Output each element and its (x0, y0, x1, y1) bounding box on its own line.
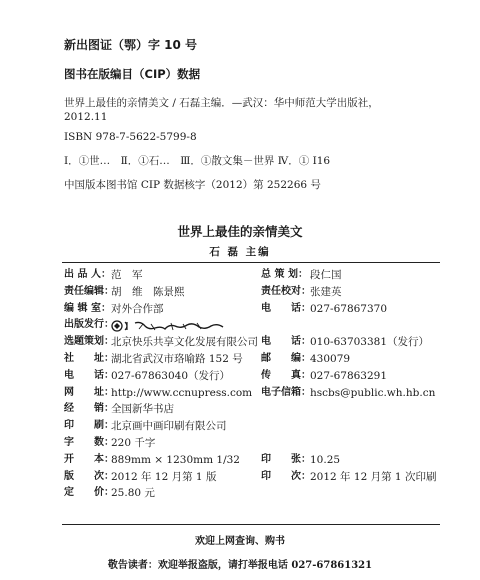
row-label: 责任校对： (261, 285, 311, 297)
row-value: 对外合作部 (111, 302, 164, 315)
row-label: 印 次： (261, 470, 311, 482)
row-label: 编 辑 室： (64, 302, 111, 314)
row-value: 北京快乐共享文化发展有限公司 (111, 336, 258, 349)
detail-row (64, 435, 444, 452)
row-label: 选题策划： (64, 336, 114, 348)
divider-bottom (62, 524, 440, 525)
classification: Ⅰ．①世… Ⅱ．①石… Ⅲ．①散文集－世界 Ⅳ．① I16 (64, 155, 331, 167)
cip-verification: 中国版本图书馆 CIP 数据核字（2012）第 252266 号 (64, 179, 321, 191)
detail-row (64, 351, 444, 368)
row-label: 邮 编： (261, 352, 311, 364)
row-value: 2012 年 12 月第 1 版 (111, 470, 217, 483)
row-value: 027-67863291 (310, 369, 388, 382)
row-label: 电 话： (64, 369, 114, 381)
row-value: 北京画中画印刷有限公司 (111, 420, 227, 433)
row-label: 定 价： (64, 487, 114, 499)
detail-row (64, 418, 444, 435)
divider-top (62, 262, 440, 263)
row-label: 电 话： (261, 302, 311, 314)
row-label: 印 张： (261, 453, 311, 465)
detail-row (64, 301, 444, 318)
row-value: 027-67867370 (310, 302, 388, 315)
detail-row (64, 401, 444, 418)
row-label: 总 策 划： (261, 269, 308, 280)
row-value: 胡 维 陈景熙 (111, 285, 185, 298)
detail-row (64, 368, 444, 385)
row-label: 开 本： (64, 453, 114, 465)
cip-heading: 图书在版编目（CIP）数据 (64, 67, 201, 81)
row-label: 社 址： (64, 352, 114, 364)
row-label: 经 销： (64, 403, 114, 415)
row-value: 220 千字 (111, 436, 156, 449)
row-label: 责任编辑： (64, 285, 114, 297)
row-value: 全国新华书店 (111, 403, 174, 416)
row-value: 027-67863040（发行） (111, 369, 231, 382)
publication-details (64, 267, 444, 502)
row-label: 电子信箱： (261, 386, 311, 398)
visit-notice: 欢迎上网查询、购书 (195, 536, 285, 547)
cip-entry-line1: 世界上最佳的亲情美文 / 石磊主编．—武汉：华中师范大学出版社， (64, 97, 379, 109)
price-value: 25.80 元 (111, 487, 155, 500)
row-label: 传 真： (261, 369, 311, 381)
row-value: 张建英 (310, 285, 342, 298)
row-value: 10.25 (310, 453, 341, 466)
detail-row (64, 317, 444, 334)
detail-row (64, 485, 444, 502)
detail-row (64, 452, 444, 469)
row-value: 湖北省武汉市珞喻路 152 号 (111, 352, 243, 365)
website-value: http://www.ccnupress.com (111, 386, 253, 399)
row-label: 网 址： (64, 386, 114, 398)
detail-row (64, 284, 444, 301)
license-line: 新出图证（鄂）字 10 号 (64, 38, 198, 52)
email-value: hscbs@public.wh.hb.cn (310, 386, 436, 399)
isbn: ISBN 978-7-5622-5799-8 (64, 131, 197, 143)
row-value: 范 军 (111, 269, 143, 281)
detail-row (64, 385, 444, 402)
detail-row (64, 469, 444, 486)
row-label: 电 话： (261, 336, 311, 348)
row-label: 印 刷： (64, 420, 114, 432)
row-value: 010-63703381（发行） (310, 336, 430, 349)
row-value: 2012 年 12 月第 1 次印刷 (310, 470, 437, 483)
cip-entry-line2: 2012.11 (64, 111, 108, 123)
piracy-report-notice: 敬告读者：欢迎举报盗版，请打举报电话 027-67861321 (107, 560, 373, 571)
row-label: 版 次： (64, 470, 114, 482)
cip-block (64, 36, 444, 192)
row-value: 889mm × 1230mm 1/32 (111, 453, 240, 466)
detail-row (64, 334, 444, 351)
row-label: 字 数： (64, 436, 114, 448)
row-label: 出 品 人： (64, 269, 111, 280)
detail-row (64, 267, 444, 284)
book-editor: 石 磊 主编 (209, 246, 271, 258)
row-label: 出版发行： (64, 319, 114, 331)
row-value: 段仁国 (310, 269, 342, 281)
book-title: 世界上最佳的亲情美文 (177, 224, 303, 239)
row-value: 430079 (310, 352, 351, 365)
